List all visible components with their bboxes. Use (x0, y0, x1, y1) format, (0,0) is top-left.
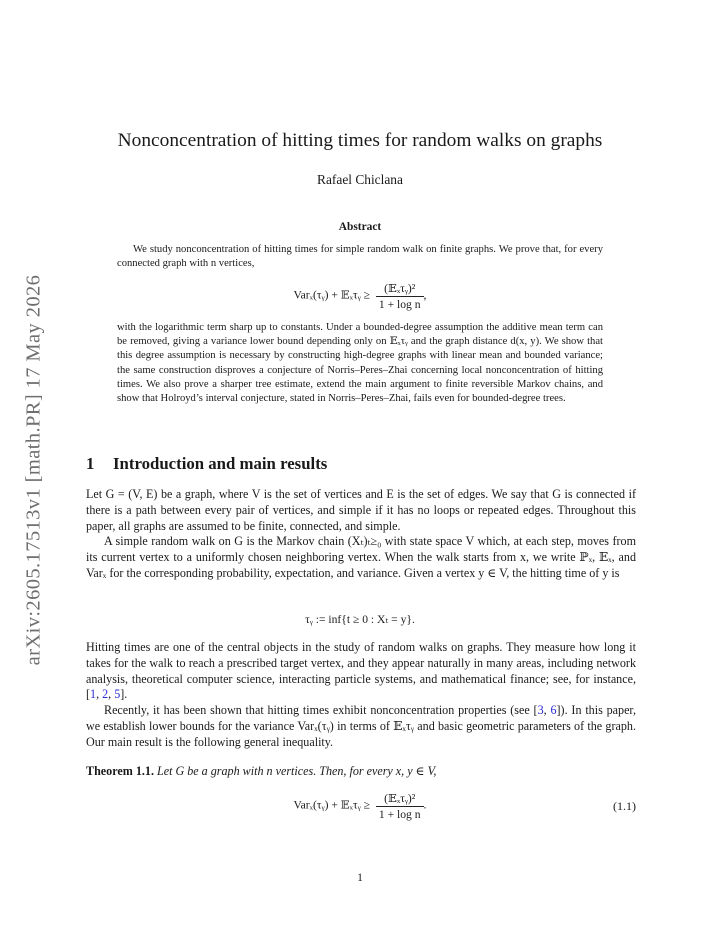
abstract-equation (0, 281, 720, 311)
page-number: 1 (357, 871, 363, 884)
intro-paragraphs (86, 487, 636, 582)
abstract-eq-lhs: Varₓ(τᵧ) + 𝔼ₓτᵧ ≥ (293, 288, 370, 302)
abstract-eq-fraction (376, 281, 424, 311)
paper-title: Nonconcentration of hitting times for random walks on graphs (117, 130, 603, 151)
abstract-eq-punct: , (423, 288, 427, 302)
p3-text-a: Hitting times are one of the central objects in the study of random walks on graphs. They measure how long it takes for the walk to reach a prescribed target vertex, and they appear naturally in many areas, including network analysis, theoretical computer science, interacting particle systems, and mathematical finance; see, for instance, [ (86, 640, 636, 702)
citation-link-6[interactable]: 6 (550, 703, 557, 718)
p3-text-b: ]. (120, 687, 128, 702)
p4-sep: , (543, 703, 551, 718)
section-number: 1 (86, 454, 95, 473)
abstract-heading: Abstract (338, 221, 382, 233)
paragraph-hitting-times (86, 640, 636, 703)
abstract-text-2: with the logarithmic term sharp up to constants. Under a bounded-degree assumption the additive mean term can be removed, giving a variance lower bound depending only on 𝔼ₓτᵧ and the graph distance d(x, y). We show that this degree assumption is necessary by constructing high-degree graphs with linear mean and bounded variance; the same construction disproves a conjecture of Norris–Peres–Zhai concerning local nonconcentration of hitting times. We also prove a sharper tree estimate, extend the main argument to finite reversible Markov chains, and show that Holroyd’s interval conjecture, stated in Norris–Peres–Zhai, fails even for bounded-degree trees. (117, 322, 603, 405)
intro-paragraphs-continued (86, 640, 636, 751)
arxiv-identifier: arXiv:2605.17513v1 [math.PR] 17 May 2026 (22, 274, 45, 666)
p4-text-a: Recently, it has been shown that hitting times exhibit nonconcentration properties (see [ (104, 703, 538, 718)
theorem-eq-punct: . (423, 798, 427, 812)
theorem-eq-lhs: Varₓ(τᵧ) + 𝔼ₓτᵧ ≥ (293, 798, 370, 812)
abstract-text-1: We study nonconcentration of hitting times for simple random walk on finite graphs. We prove that, for every connected graph with n vertices, (117, 244, 603, 270)
abstract-eq-numerator: (𝔼ₓτᵧ)² (376, 281, 424, 297)
section-heading (86, 454, 327, 474)
hitting-time-equation (0, 612, 720, 626)
theorem-1-1 (86, 764, 636, 779)
theorem-label: Theorem 1.1. (86, 764, 154, 778)
paragraph-graph-definitions: Let G = (V, E) be a graph, where V is the set of vertices and E is the set of edges. We say that G is connected if there is a path between every pair of vertices, and simple if it has no loops or repeated edges. Throughout this paper, all graphs are assumed to be finite, connected, and simple. (86, 487, 636, 533)
citation-link-1[interactable]: 1 (90, 687, 97, 702)
citation-link-5[interactable]: 5 (114, 687, 121, 702)
theorem-eq-numerator: (𝔼ₓτᵧ)² (376, 791, 424, 807)
theorem-eq-denominator: 1 + log n (378, 808, 421, 821)
paragraph-random-walk: A simple random walk on G is the Markov chain (Xₜ)ₜ≥₀ with state space V which, at each step, moves from its current vertex to a uniformly chosen neighboring vertex. When the walk starts from x, we write ℙₓ, 𝔼ₓ, and Varₓ for the corresponding probability, expectation, and variance. Given a vertex y ∈ V, the hitting time of y is (86, 534, 636, 580)
abstract-paragraph-2 (117, 321, 603, 406)
theorem-eq-fraction (376, 791, 424, 821)
p3-sep-2: , (108, 687, 115, 702)
equation-number: (1.1) (613, 799, 636, 813)
theorem-statement: Let G be a graph with n vertices. Then, for every x, y ∈ V, (157, 764, 437, 778)
citation-link-2[interactable]: 2 (102, 687, 109, 702)
paper-author: Rafael Chiclana (317, 172, 403, 187)
theorem-equation (0, 791, 720, 821)
section-title: Introduction and main results (113, 454, 328, 473)
p3-sep-1: , (96, 687, 103, 702)
hitting-time-formula: τᵧ := inf{t ≥ 0 : Xₜ = y}. (305, 613, 415, 626)
abstract-eq-denominator: 1 + log n (378, 298, 421, 311)
p4-text-b: ]). In this paper, we establish lower bounds for the variance Varₓ(τᵧ) in terms of 𝔼ₓτᵧ and basic geometric parameters of the graph. Our main result is the following general inequality. (86, 703, 637, 749)
paragraph-nonconcentration (86, 703, 636, 750)
citation-link-3[interactable]: 3 (537, 703, 544, 718)
abstract-paragraph-1 (117, 243, 603, 271)
